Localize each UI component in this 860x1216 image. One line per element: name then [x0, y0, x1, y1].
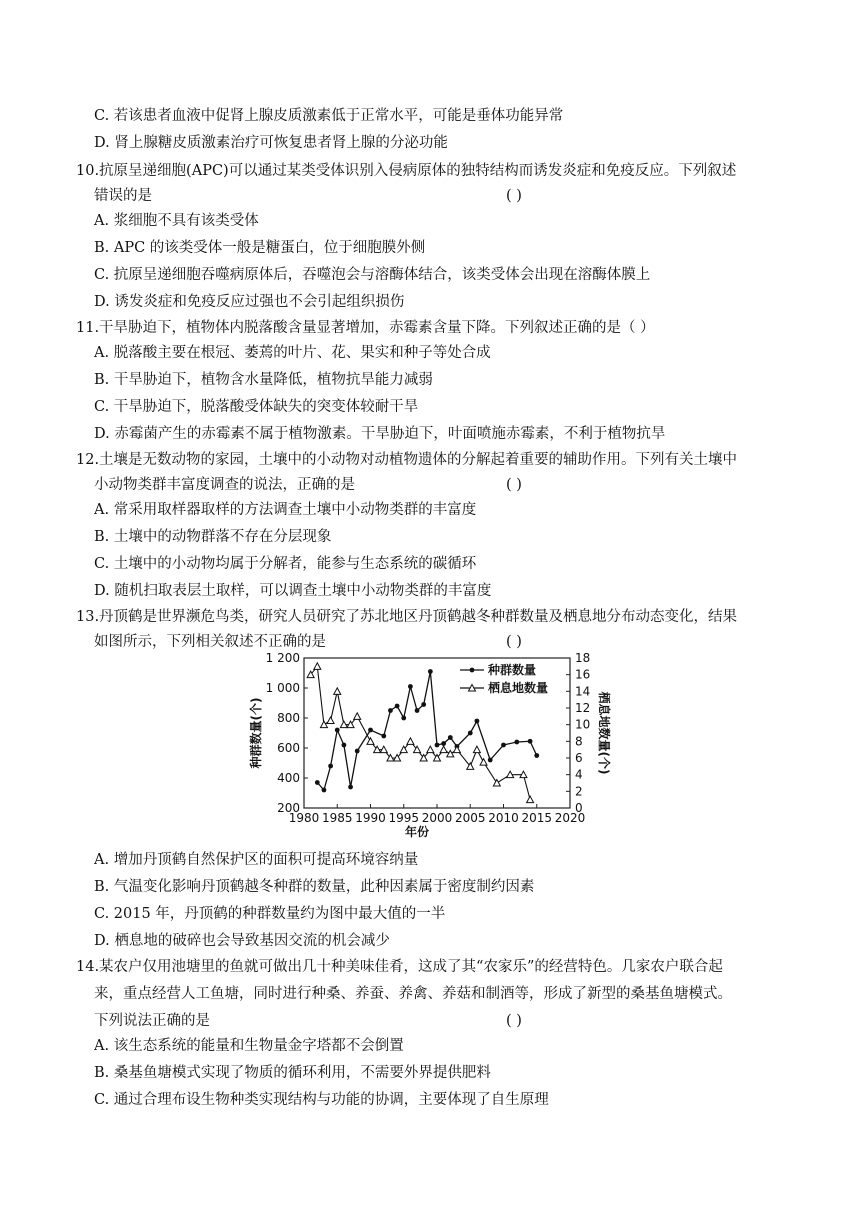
- population-point: [401, 716, 406, 721]
- population-point: [335, 728, 340, 733]
- x-tick-label: 1980: [288, 811, 320, 825]
- population-point: [348, 785, 353, 790]
- legend-label-population: 种群数量: [488, 663, 537, 677]
- habitat-point: [314, 663, 321, 670]
- x-tick-label: 1990: [355, 811, 386, 825]
- answer-blank: ( ): [506, 1013, 522, 1029]
- population-point: [355, 749, 360, 754]
- habitat-point: [427, 746, 434, 753]
- habitat-point: [327, 717, 334, 724]
- population-point: [315, 780, 320, 785]
- y2-tick-label: 6: [575, 751, 583, 765]
- population-point: [514, 740, 519, 745]
- question-stem: 14.某农户仅用池塘里的鱼就可做出几十种美味佳肴，这成了其“农家乐”的经营特色。几家农户联合起: [76, 959, 723, 975]
- y2-tick-label: 2: [575, 784, 583, 799]
- population-point: [534, 753, 539, 758]
- question-stem: 如图所示，下列相关叙述不正确的是: [94, 634, 326, 650]
- population-point: [448, 735, 453, 740]
- option-line: D. 诱发炎症和免疫反应过强也不会引起组织损伤: [94, 294, 405, 310]
- habitat-point: [407, 738, 414, 745]
- population-point: [435, 743, 440, 748]
- y2-tick-label: 4: [575, 767, 583, 782]
- y-tick-label: 600: [277, 741, 300, 755]
- population-point: [368, 728, 373, 733]
- legend-label-habitat: 栖息地数量: [488, 681, 549, 695]
- x-tick-label: 2020: [554, 811, 586, 825]
- option-line: A. 浆细胞不具有该类受体: [94, 213, 259, 229]
- y2-axis-label: 栖息地数量(个): [597, 691, 611, 775]
- population-point: [501, 743, 506, 748]
- option-line: A. 该生态系统的能量和生物量金字塔都不会倒置: [94, 1038, 404, 1054]
- option-line: C. 干旱胁迫下，脱落酸受体缺失的突变体较耐干旱: [94, 399, 419, 415]
- y-tick-label: 800: [277, 711, 300, 725]
- y2-tick-label: 10: [575, 717, 591, 732]
- y-tick-label: 1 000: [265, 681, 300, 695]
- x-tick-label: 2010: [488, 811, 519, 825]
- habitat-point: [480, 759, 487, 766]
- population-point: [388, 708, 393, 713]
- y2-tick-label: 18: [575, 651, 591, 665]
- option-line: C. 通过合理布设生物种类实现结构与功能的协调，主要体现了自生原理: [94, 1092, 549, 1108]
- x-tick-label: 2015: [521, 811, 553, 825]
- x-tick-label: 1995: [388, 811, 420, 825]
- option-line: B. 气温变化影响丹顶鹤越冬种群的数量，此种因素属于密度制约因素: [94, 879, 535, 895]
- habitat-point: [367, 738, 374, 745]
- population-point: [328, 764, 333, 769]
- x-tick-label: 2005: [454, 811, 486, 825]
- population-point: [395, 704, 400, 709]
- answer-blank: ( ): [506, 188, 522, 204]
- habitat-point: [354, 713, 361, 720]
- question-stem: 10.抗原呈递细胞(APC)可以通过某类受体识别入侵病原体的独特结构而诱发炎症和免疫反应。下列叙述: [76, 163, 737, 179]
- population-point: [488, 758, 493, 763]
- question-stem: 小动物类群丰富度调查的说法，正确的是: [94, 477, 355, 493]
- question-stem: 12.土壤是无数动物的家园，土壤中的小动物对动植物遗体的分解起着重要的辅助作用。下列有关土壤中: [76, 452, 738, 468]
- habitat-point: [320, 721, 327, 728]
- y-tick-label: 200: [277, 801, 300, 815]
- y2-tick-label: 14: [575, 684, 591, 699]
- habitat-point: [334, 688, 341, 695]
- habitat-point: [453, 746, 460, 753]
- habitat-point: [527, 796, 534, 803]
- answer-blank: ( ): [506, 634, 522, 650]
- population-point: [468, 731, 473, 736]
- question-stem: 13.丹顶鹤是世界濒危鸟类，研究人员研究了苏北地区丹顶鹤越冬种群数量及栖息地分布动态变化，结果: [76, 609, 738, 625]
- option-line: A. 脱落酸主要在根冠、萎蔫的叶片、花、果实和种子等处合成: [94, 345, 491, 361]
- population-point: [421, 702, 426, 707]
- population-point: [528, 739, 533, 744]
- option-line: D. 随机扫取表层土取样，可以调查土壤中小动物类群的丰富度: [94, 583, 492, 599]
- option-line: C. 2015 年，丹顶鹤的种群数量约为图中最大值的一半: [94, 906, 446, 922]
- option-line: B. 干旱胁迫下，植物含水量降低，植物抗旱能力减弱: [94, 372, 433, 388]
- y2-tick-label: 0: [575, 801, 583, 815]
- legend-marker-population: [470, 668, 475, 673]
- option-line: A. 增加丹顶鹤自然保护区的面积可提高环境容纳量: [94, 852, 419, 868]
- option-line: D. 肾上腺糖皮质激素治疗可恢复患者肾上腺的分泌功能: [94, 135, 448, 151]
- population-point: [475, 719, 480, 724]
- population-point: [408, 684, 413, 689]
- habitat-point: [473, 746, 480, 753]
- option-line: C. 土壤中的小动物均属于分解者，能参与生态系统的碳循环: [94, 556, 477, 572]
- population-point: [428, 669, 433, 674]
- x-tick-label: 2000: [421, 811, 453, 825]
- answer-blank: ( ): [506, 477, 522, 493]
- x-tick-label: 1985: [321, 811, 353, 825]
- y2-tick-label: 16: [575, 667, 591, 682]
- option-line: D. 赤霉菌产生的赤霉素不属于植物激素。干旱胁迫下，叶面喷施赤霉素，不利于植物抗旱: [94, 426, 666, 442]
- option-line: A. 常采用取样器取样的方法调查土壤中小动物类群的丰富度: [94, 502, 477, 518]
- crane-population-chart: [244, 648, 611, 839]
- population-point: [415, 708, 420, 713]
- habitat-point: [440, 746, 447, 753]
- y-axis-label: 种群数量(个): [249, 697, 263, 769]
- question-stem: 来，重点经营人工鱼塘，同时进行种桑、养蚕、养禽、养菇和制酒等，形成了新型的桑基鱼塘模式。: [94, 986, 732, 1002]
- y2-tick-label: 8: [575, 734, 583, 749]
- option-line: B. 桑基鱼塘模式实现了物质的循环利用，不需要外界提供肥料: [94, 1065, 491, 1081]
- habitat-point: [447, 750, 454, 757]
- y-tick-label: 400: [277, 771, 300, 785]
- y2-tick-label: 12: [575, 701, 591, 715]
- question-stem: 11.干旱胁迫下，植物体内脱落酸含量显著增加，赤霉素含量下降。下列叙述正确的是（ ）: [76, 320, 655, 336]
- option-line: D. 栖息地的破碎也会导致基因交流的机会减少: [94, 933, 390, 949]
- option-line: B. APC 的该类受体一般是糖蛋白，位于细胞膜外侧: [94, 240, 426, 256]
- question-stem: 错误的是: [94, 188, 152, 204]
- x-axis-label: 年份: [404, 825, 430, 839]
- population-point: [381, 734, 386, 739]
- habitat-point: [493, 780, 500, 787]
- option-line: C. 抗原呈递细胞吞噬病原体后，吞噬泡会与溶酶体结合，该类受体会出现在溶酶体膜上: [94, 267, 651, 283]
- option-line: B. 土壤中的动物群落不存在分层现象: [94, 529, 332, 545]
- y-tick-label: 1 200: [265, 651, 300, 665]
- population-point: [322, 788, 327, 793]
- question-stem: 下列说法正确的是: [94, 1013, 210, 1029]
- population-point: [342, 743, 347, 748]
- option-line: C. 若该患者血液中促肾上腺皮质激素低于正常水平，可能是垂体功能异常: [94, 108, 564, 124]
